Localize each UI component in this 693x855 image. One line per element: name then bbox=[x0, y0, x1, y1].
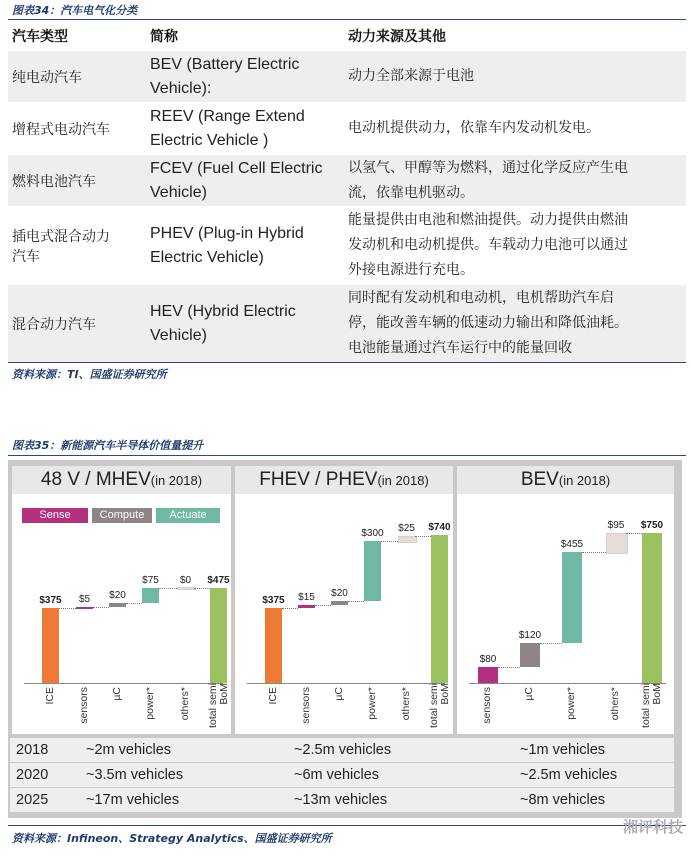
vehicle-type-cell-line: 增程式电动汽车 bbox=[12, 121, 110, 138]
vehicle-type-cell bbox=[8, 207, 146, 285]
bar-power bbox=[364, 541, 381, 601]
power-source-cell-line: 电池能量通过汽车运行中的能量回收 bbox=[348, 340, 572, 357]
data-label: $75 bbox=[142, 575, 159, 586]
power-source-cell bbox=[344, 207, 686, 285]
connector-line bbox=[498, 667, 520, 668]
vehicle-type-cell-line: 汽车 bbox=[12, 248, 40, 265]
col-header-power: 动力来源及其他 bbox=[348, 29, 446, 45]
bar-ice bbox=[42, 608, 59, 683]
panel-title-text: FHEV / PHEV bbox=[259, 469, 378, 490]
tick-label: total semi BoM bbox=[206, 683, 230, 728]
bar-sensors bbox=[76, 607, 93, 609]
data-label: $20 bbox=[109, 590, 126, 601]
vehicle-type-cell bbox=[8, 103, 146, 155]
power-source-cell bbox=[344, 285, 686, 363]
data-label: $455 bbox=[560, 539, 584, 550]
tick-label: µC bbox=[523, 687, 535, 701]
abbreviation-cell bbox=[146, 103, 344, 155]
abbreviation-cell bbox=[146, 207, 344, 285]
abbreviation-cell bbox=[146, 51, 344, 103]
bar-sensors bbox=[298, 605, 315, 608]
power-source-cell-line: 停，能改善车辆的低速动力输出和降低油耗。 bbox=[348, 315, 628, 332]
power-source-cell bbox=[344, 51, 686, 103]
connector-line bbox=[582, 552, 606, 553]
data-label: $475 bbox=[207, 575, 230, 586]
data-label: $25 bbox=[398, 523, 415, 534]
power-source-cell-line: 动力全部来源于电池 bbox=[348, 68, 474, 84]
tick-label: ICE bbox=[43, 687, 56, 705]
data-label: $20 bbox=[331, 588, 348, 599]
bar-others bbox=[398, 536, 417, 543]
volume-mhev: ~3.5m vehicles bbox=[86, 767, 184, 783]
power-source-cell-line: 外接电源进行充电。 bbox=[348, 262, 474, 278]
divider bbox=[8, 19, 686, 20]
power-source-cell-line: 以氢气、甲醇等为燃料，通过化学反应产生电 bbox=[348, 159, 628, 176]
data-label: $300 bbox=[361, 528, 384, 539]
bev-panel bbox=[457, 466, 674, 734]
tick-label: sensors bbox=[77, 687, 90, 724]
data-label: $80 bbox=[479, 654, 497, 665]
bar-c bbox=[331, 601, 348, 605]
bar-c bbox=[520, 643, 540, 667]
vehicle-type-cell-line: 纯电动汽车 bbox=[12, 69, 82, 86]
bar-totalsemibom bbox=[431, 535, 448, 683]
table-row bbox=[8, 51, 686, 103]
power-source-cell-line: 发动机和电动机提供。车载动力电池可以通过 bbox=[348, 237, 628, 253]
abbreviation-cell-line: Vehicle) bbox=[150, 326, 207, 344]
volume-bev: ~8m vehicles bbox=[520, 792, 606, 808]
data-label: $95 bbox=[607, 520, 625, 531]
panel-year-note: (in 2018) bbox=[377, 473, 429, 488]
tick-label: µC bbox=[332, 687, 345, 701]
tick-label: total semi BoM bbox=[427, 683, 451, 728]
abbreviation-cell-line: Vehicle): bbox=[150, 79, 212, 97]
table-row bbox=[8, 285, 686, 363]
bar-totalsemibom bbox=[210, 588, 227, 683]
data-label: $120 bbox=[518, 630, 542, 641]
power-source-cell bbox=[344, 155, 686, 207]
volume-phev: ~6m vehicles bbox=[294, 767, 380, 783]
tick-label: others* bbox=[178, 687, 191, 721]
power-source-cell-line: 电动机提供动力，依靠车内发动机发电。 bbox=[348, 120, 600, 136]
power-source-cell-line: 能量提供由电池和燃油提供。动力提供由燃油 bbox=[348, 212, 628, 228]
abbreviation-cell-line: BEV (Battery Electric bbox=[150, 55, 300, 73]
abbreviation-cell-line: PHEV (Plug-in Hybrid bbox=[150, 224, 304, 242]
legend-item-sense: Sense bbox=[22, 508, 88, 523]
data-label: $0 bbox=[179, 575, 192, 586]
mhev-panel bbox=[12, 466, 231, 734]
connector-line bbox=[415, 536, 431, 537]
figure-35-source: 资料来源：Infineon、Strategy Analytics、国盛证券研究所 bbox=[12, 832, 332, 845]
semiconductor-value-chart bbox=[8, 460, 682, 818]
connector-line bbox=[381, 541, 398, 542]
vehicle-type-cell-line: 燃料电池汽车 bbox=[12, 173, 96, 190]
bar-c bbox=[109, 603, 126, 607]
volume-year: 2020 bbox=[16, 767, 49, 783]
panel-title bbox=[235, 466, 453, 494]
bar-totalsemibom bbox=[642, 533, 662, 683]
ev-classification-table bbox=[8, 22, 686, 363]
tick-label: power* bbox=[365, 687, 378, 720]
power-source-cell-line: 同时配有发动机和电动机，电机帮助汽车启 bbox=[348, 290, 614, 307]
tick-label: ICE bbox=[266, 687, 279, 705]
tick-label: sensors bbox=[299, 687, 312, 724]
abbreviation-cell-line: REEV (Range Extend bbox=[150, 107, 305, 125]
abbreviation-cell-line: HEV (Hybrid Electric bbox=[150, 302, 296, 320]
connector-line bbox=[159, 588, 177, 589]
data-label: $750 bbox=[640, 520, 664, 531]
tick-label: others* bbox=[399, 687, 412, 721]
watermark: 湘评科技 bbox=[622, 818, 683, 836]
table-row bbox=[8, 103, 686, 155]
volume-bev: ~1m vehicles bbox=[520, 742, 606, 758]
col-header-abbr: 简称 bbox=[150, 29, 178, 45]
divider bbox=[8, 455, 686, 456]
connector-line bbox=[93, 607, 109, 608]
panel-title-text: 48 V / MHEV bbox=[40, 469, 151, 490]
power-source-cell-line: 流，依靠电机驱动。 bbox=[348, 184, 474, 201]
figure-34-source: 资料来源：TI、国盛证券研究所 bbox=[12, 368, 167, 381]
legend-item-actuate: Actuate bbox=[156, 508, 220, 523]
tick-label: power* bbox=[143, 687, 156, 720]
volume-bev: ~2.5m vehicles bbox=[520, 767, 618, 783]
vehicle-type-cell-line: 插电式混合动力 bbox=[12, 228, 110, 245]
table-header-row bbox=[8, 22, 686, 51]
volume-mhev: ~2m vehicles bbox=[86, 742, 172, 758]
vehicle-type-cell bbox=[8, 155, 146, 207]
abbreviation-cell-line: Vehicle) bbox=[150, 183, 207, 201]
vehicle-type-cell bbox=[8, 285, 146, 363]
tick-label: others* bbox=[609, 687, 621, 721]
abbreviation-cell-line: Electric Vehicle ) bbox=[150, 131, 269, 149]
data-label: $15 bbox=[298, 592, 315, 603]
phev-panel bbox=[235, 466, 453, 734]
tick-label: total semi BoM bbox=[640, 683, 663, 728]
volume-year: 2018 bbox=[16, 742, 49, 758]
bar-sensors bbox=[478, 667, 498, 683]
bar-others bbox=[606, 533, 628, 554]
data-label: $375 bbox=[262, 595, 285, 606]
table-row bbox=[8, 155, 686, 207]
bar-power bbox=[562, 552, 582, 643]
connector-line bbox=[540, 643, 562, 644]
tick-label: sensors bbox=[481, 687, 493, 724]
data-label: $375 bbox=[39, 595, 62, 606]
volume-phev: ~2.5m vehicles bbox=[294, 742, 392, 758]
x-axis-baseline bbox=[247, 683, 445, 684]
data-label: $740 bbox=[428, 522, 451, 533]
abbreviation-cell-line: FCEV (Fuel Cell Electric bbox=[150, 159, 323, 177]
figure-34-title: 图表34：汽车电气化分类 bbox=[12, 4, 138, 17]
table-row bbox=[10, 738, 674, 762]
connector-line bbox=[315, 605, 331, 606]
connector-line bbox=[348, 601, 364, 602]
legend-item-compute: Compute bbox=[92, 508, 152, 523]
divider bbox=[8, 825, 686, 826]
vehicle-type-cell bbox=[8, 51, 146, 103]
power-source-cell bbox=[344, 103, 686, 155]
abbreviation-cell-line: Electric Vehicle) bbox=[150, 248, 264, 266]
volume-phev: ~13m vehicles bbox=[294, 792, 388, 808]
connector-line bbox=[126, 603, 142, 604]
col-header-type: 汽车类型 bbox=[12, 29, 68, 45]
connector-line bbox=[282, 608, 298, 609]
panel-year-note: (in 2018) bbox=[558, 473, 611, 488]
x-axis-baseline bbox=[469, 683, 666, 684]
divider bbox=[8, 362, 686, 363]
panel-title-text: BEV bbox=[520, 469, 559, 490]
tick-label: µC bbox=[110, 687, 123, 701]
volume-year: 2025 bbox=[16, 792, 49, 808]
bar-ice bbox=[265, 608, 282, 683]
bar-power bbox=[142, 588, 159, 603]
figure-35-title: 图表35：新能源汽车半导体价值量提升 bbox=[12, 439, 204, 452]
x-axis-baseline bbox=[24, 683, 223, 684]
table-row bbox=[10, 763, 674, 787]
vehicle-type-cell-line: 混合动力汽车 bbox=[12, 316, 96, 333]
panel-title bbox=[457, 466, 674, 494]
tick-label: power* bbox=[565, 687, 577, 720]
table-row bbox=[8, 207, 686, 285]
connector-line bbox=[59, 608, 76, 609]
abbreviation-cell bbox=[146, 285, 344, 363]
volume-mhev: ~17m vehicles bbox=[86, 792, 180, 808]
data-label: $5 bbox=[78, 594, 91, 605]
table-row bbox=[10, 788, 674, 812]
connector-line bbox=[626, 533, 642, 534]
connector-line bbox=[194, 588, 210, 589]
panel-year-note: (in 2018) bbox=[150, 473, 203, 488]
panel-title bbox=[12, 466, 231, 494]
abbreviation-cell bbox=[146, 155, 344, 207]
